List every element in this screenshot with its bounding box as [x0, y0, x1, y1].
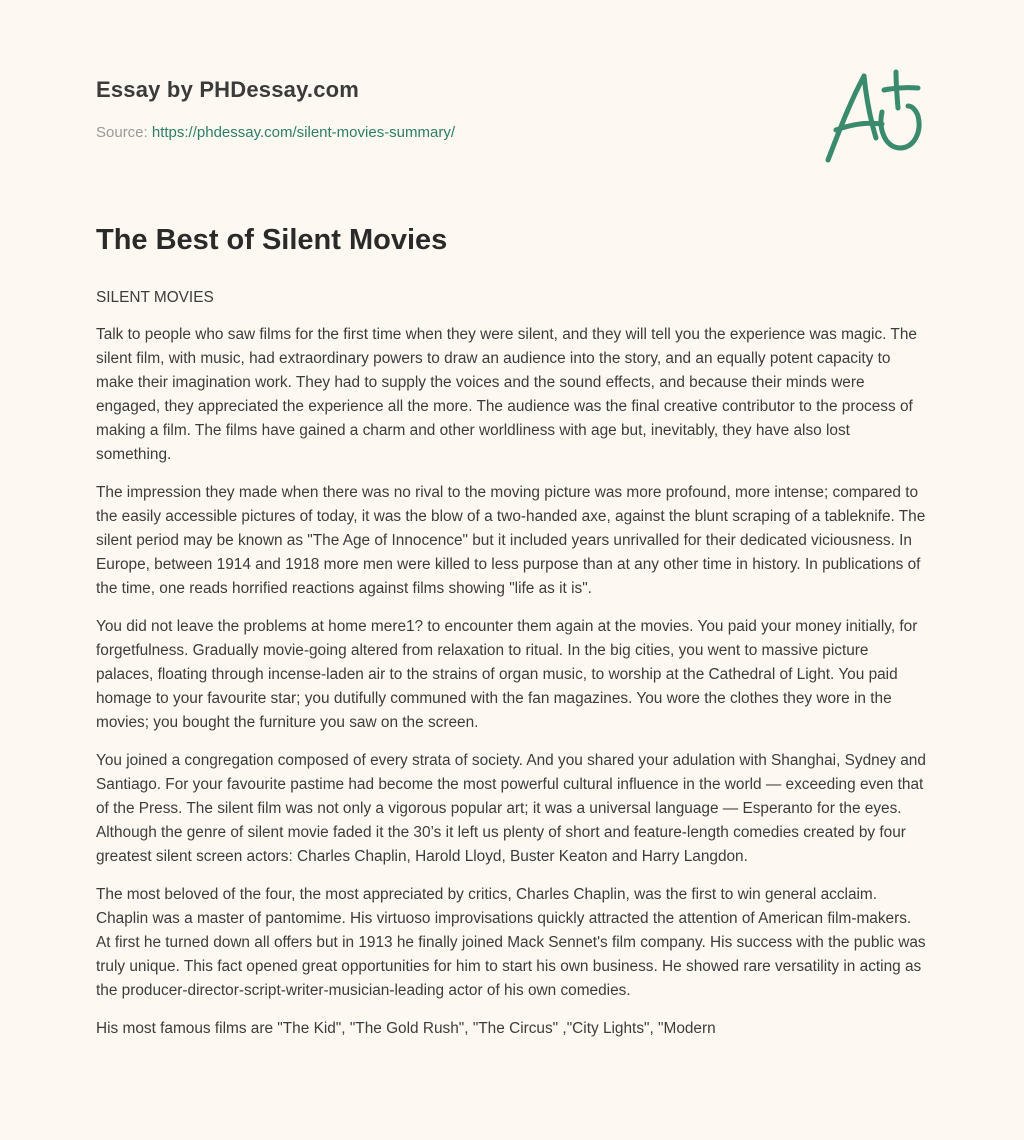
source-label: Source:: [96, 124, 148, 141]
paragraph: You joined a congregation composed of every strata of society. And you shared your adulation with Shanghai, Sydney and Santiago. For your favourite pastime had become the most powerful cultural influence in the world — exceeding even that of the Press. The silent film was not only a vigorous popular art; it was a universal language — Esperanto for the eyes. Although the genre of silent movie faded it the 30’s it left us plenty of short and feature-length comedies created by four greatest silent screen actors: Charles Chaplin, Harold Lloyd, Buster Keaton and Harry Langdon.: [96, 752, 926, 865]
essay-page: [96, 0, 928, 1037]
source-line: [96, 124, 455, 141]
a-plus-logo-icon: [822, 66, 926, 166]
site-title: Essay by PHDessay.com: [96, 77, 360, 102]
page-header: [96, 0, 928, 200]
document-title: The Best of Silent Movies: [96, 224, 448, 256]
paragraph: The impression they made when there was no rival to the moving picture was more profound, more intense; compared to the easily accessible pictures of today, it was the blow of a two-handed axe, against the blunt scraping of a tableknife. The silent period may be known as "The Age of Innocence" but it included years unrivalled for their dedicated viciousness. In Europe, between 1914 and 1918 more men were killed to less purpose than at any other time in history. In publications of the time, one reads horrified reactions against films showing "life as it is".: [96, 484, 926, 597]
paragraph: You did not leave the problems at home mere1? to encounter them again at the movies. You paid your money initially, for forgetfulness. Gradually movie-going altered from relaxation to ritual. In the big cities, you went to massive picture palaces, floating through incense-laden air to the strains of organ music, to worship at the Cathedral of Light. You paid homage to your favourite star; you dutifully communed with the fan magazines. You wore the clothes they wore in the movies; you bought the furniture you saw on the screen.: [96, 618, 918, 731]
paragraph: His most famous films are "The Kid", "The Gold Rush", "The Circus" ,"City Lights", "Modern: [96, 1020, 716, 1037]
source-link[interactable]: https://phdessay.com/silent-movies-summary/: [151, 124, 456, 141]
section-heading: SILENT MOVIES: [96, 289, 214, 306]
essay-body: [96, 286, 928, 1055]
paragraph: Talk to people who saw films for the first time when they were silent, and they will tell you the experience was magic. The silent film, with music, had extraordinary powers to draw an audience into the story, and an equally potent capacity to make their imagination work. They had to supply the voices and the sound effects, and because their minds were engaged, they appreciated the experience all the more. The audience was the final creative contributor to the process of making a film. The films have gained a charm and other worldliness with age but, inevitably, they have also lost something.: [96, 326, 917, 463]
paragraph: The most beloved of the four, the most appreciated by critics, Charles Chaplin, was the first to win general acclaim. Chaplin was a master of pantomime. His virtuoso improvisations quickly attracted the attention of American film-makers. At first he turned down all offers but in 1913 he finally joined Mack Sennet's film company. His success with the public was truly unique. This fact opened great opportunities for him to start his own business. He showed rare versatility in acting as the producer-director-script-writer-musician-leading actor of his own comedies.: [96, 886, 926, 999]
